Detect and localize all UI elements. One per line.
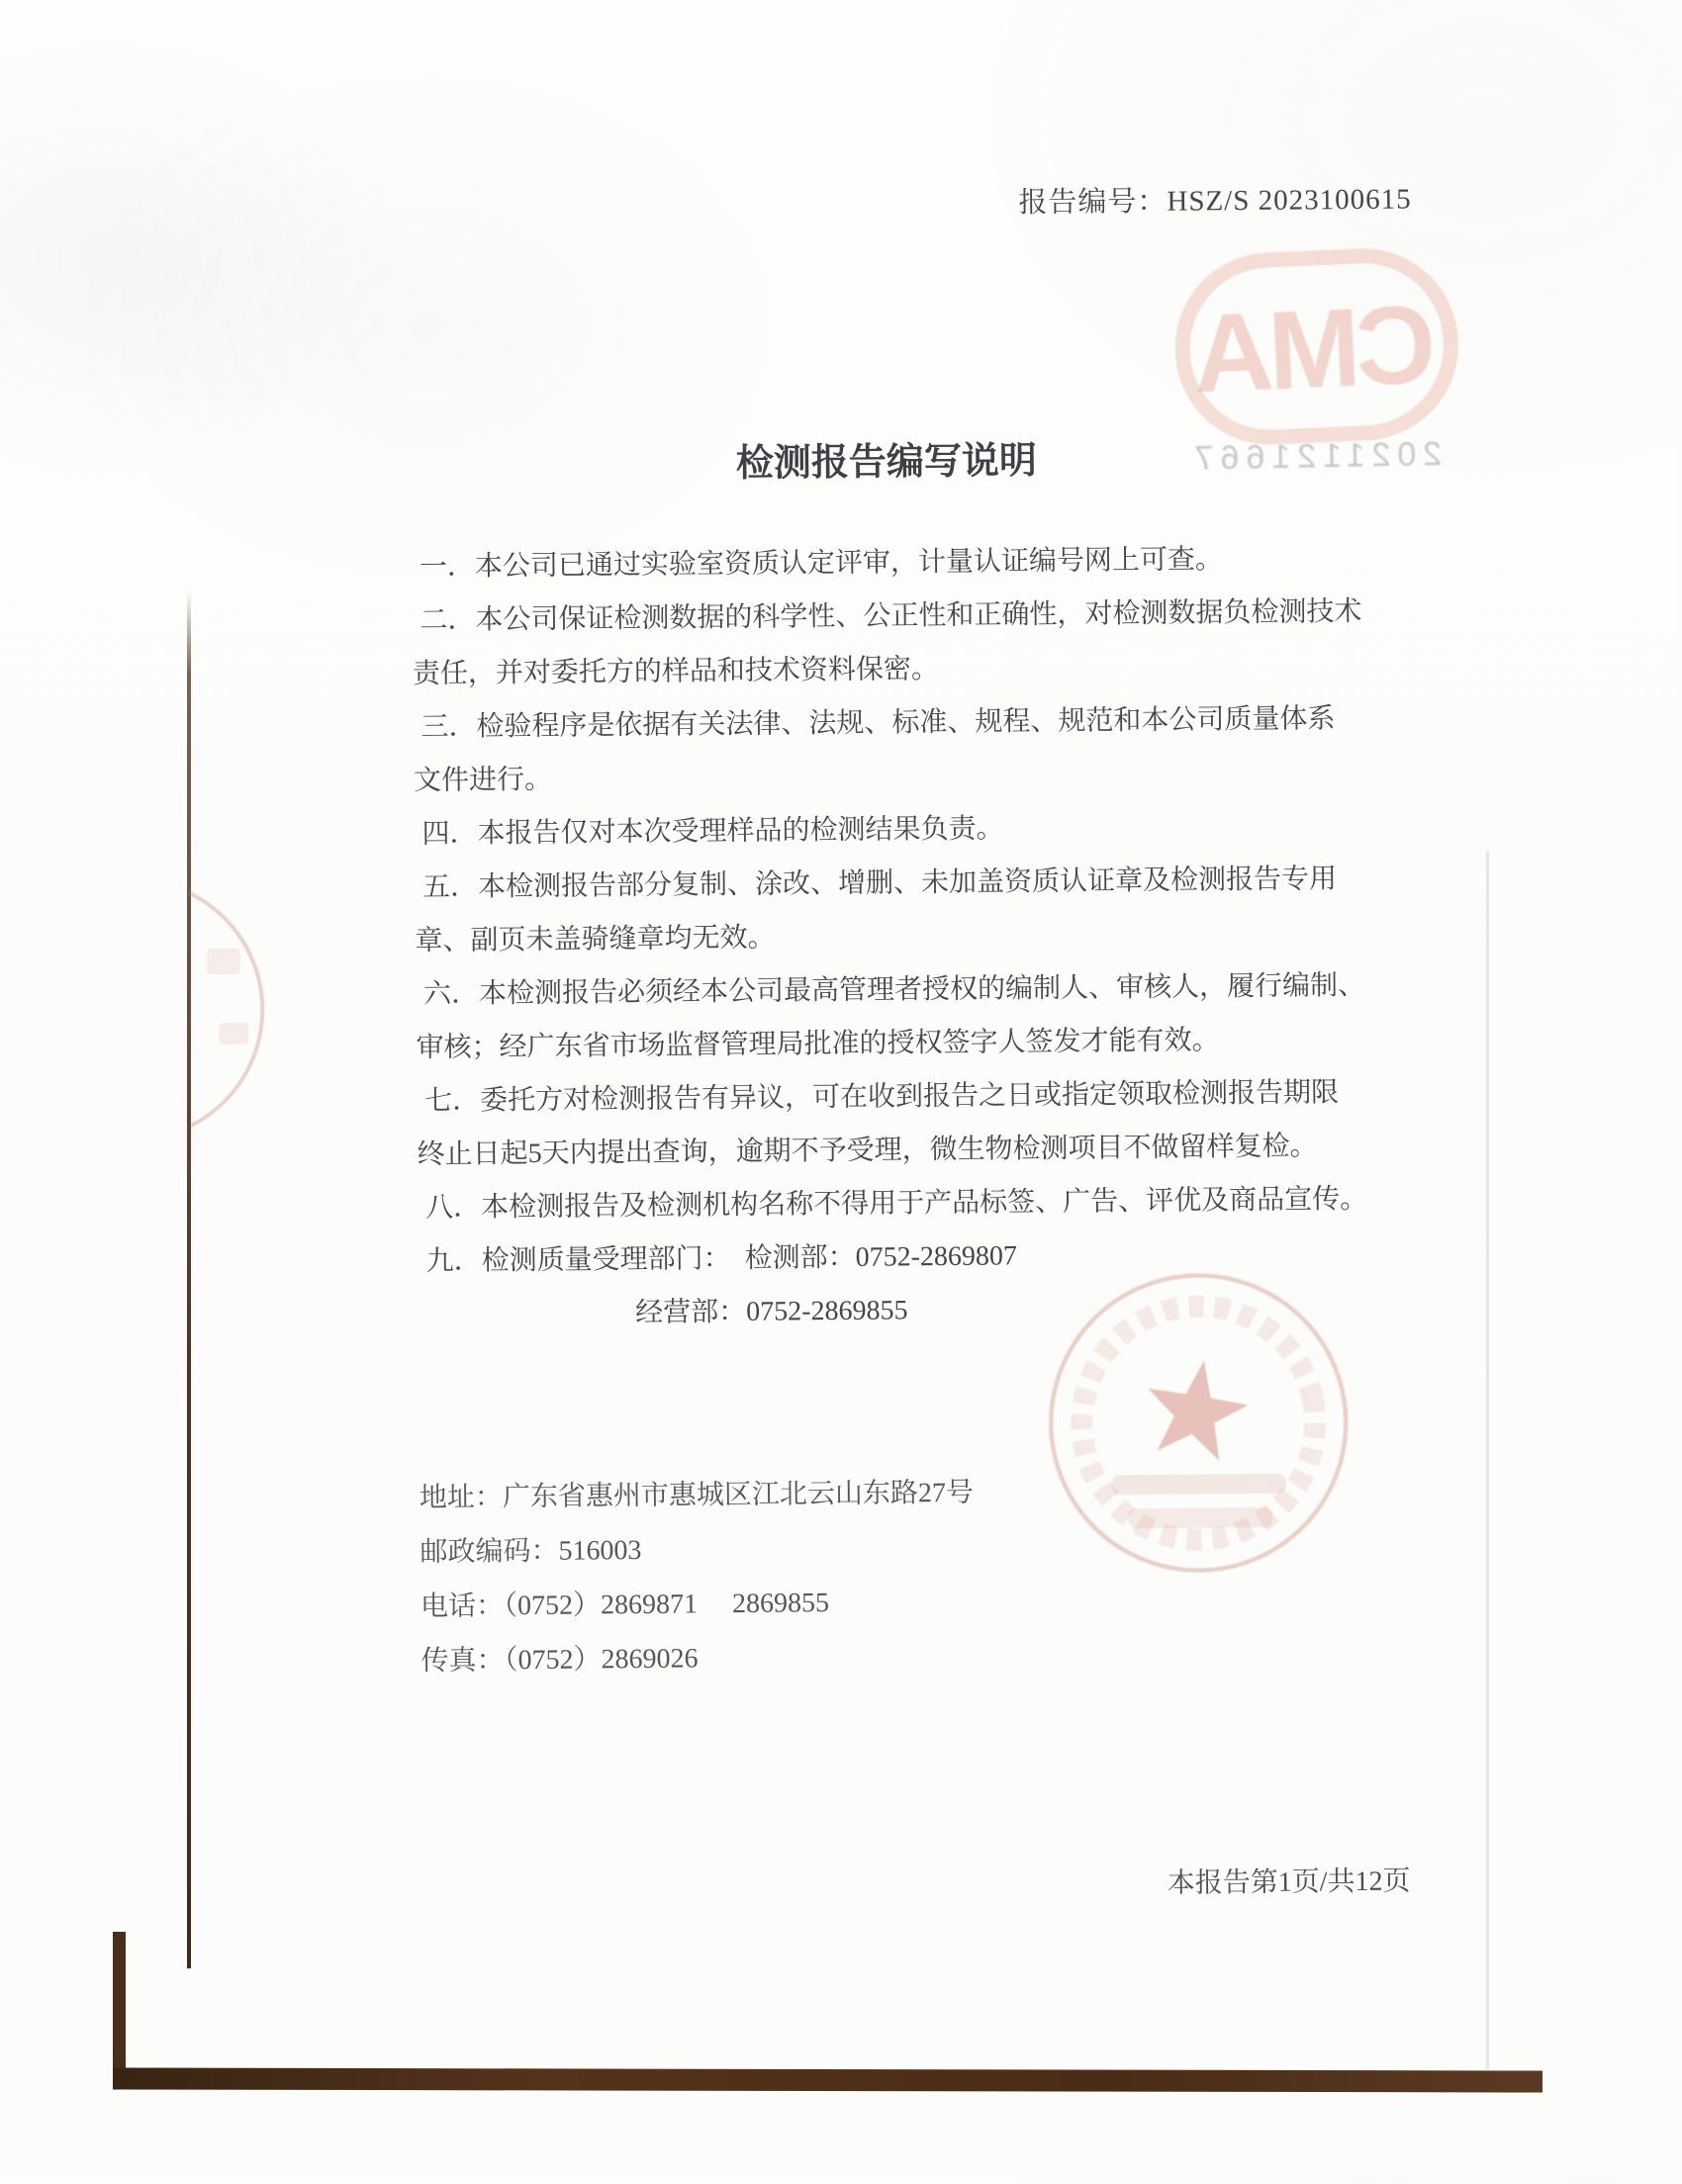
body-line: 七．委托方对检测报告有异议，可在收到报告之日或指定领取检测报告期限 (423, 1077, 1340, 1118)
body-line: 经营部：0752-2869855 (635, 1295, 908, 1329)
left-edge-stamp-mark (207, 949, 240, 974)
body-line: 四．本报告仅对本次受理样品的检测结果负责。 (421, 813, 1004, 851)
company-seal-text-bar (1112, 1474, 1286, 1496)
contact-address: 地址：广东省惠州市惠城区江北云山东路27号 (419, 1477, 975, 1514)
body-line: 九．检测质量受理部门： 检测部：0752-2869807 (425, 1240, 1018, 1278)
contact-info (420, 1466, 976, 1688)
body-line: 一．本公司已通过实验室资质认定评审，计量认证编号网上可查。 (419, 544, 1224, 584)
contact-phone: 电话：（0752）2869871 2869855 (420, 1588, 830, 1623)
report-number (1018, 176, 1412, 221)
left-edge-stamp-mark (219, 1023, 248, 1045)
body-line: 文件进行。 (413, 764, 553, 797)
page-title: 检测报告编写说明 (735, 440, 1038, 485)
cma-stamp-letters: CMA (1195, 281, 1439, 416)
body-line: 责任，并对委托方的样品和技术资料保密。 (412, 654, 940, 690)
company-seal-text-bar (1128, 1507, 1272, 1528)
report-number-label: 报告编号： (1018, 185, 1168, 220)
company-seal-star (1138, 1352, 1254, 1464)
contact-fax: 传真：（0752）2869026 (420, 1643, 699, 1678)
body-text (412, 532, 1389, 1342)
body-line: 章、副页未盖骑缝章均无效。 (415, 922, 776, 957)
body-line: 六．本检测报告必须经本公司最高管理者授权的编制人、审核人，履行编制、 (422, 969, 1366, 1011)
body-line: 八．本检测报告及检测机构名称不得用于产品标签、广告、评优及商品宣传。 (424, 1183, 1368, 1225)
body-line: 终止日起5天内提出查询，逾期不予受理，微生物检测项目不做留样复检。 (417, 1131, 1318, 1171)
body-line: 二．本公司保证检测数据的科学性、公正性和正确性，对检测数据负检测技术 (420, 595, 1362, 637)
report-number-value: HSZ/S 2023100615 (1167, 183, 1412, 218)
body-line: 审核；经广东省市场监督管理局批准的授权签字人签发才能有效。 (416, 1025, 1220, 1064)
company-seal-stamp (1039, 1263, 1358, 1583)
cma-stamp-number: 2021121667 (1187, 435, 1443, 478)
page-number-footer: 本报告第1页/共12页 (1167, 1866, 1411, 1899)
body-line: 三．检验程序是依据有关法律、法规、标准、规程、规范和本公司质量体系 (420, 703, 1336, 744)
body-line: 五．本检测报告部分复制、涂改、增删、未加盖资质认证章及检测报告专用 (421, 864, 1338, 904)
left-edge-stamp (188, 874, 272, 1140)
left-edge-stamp-ring (188, 877, 266, 1140)
contact-postcode: 邮政编码：516003 (420, 1534, 642, 1569)
cma-stamp (1169, 242, 1465, 451)
